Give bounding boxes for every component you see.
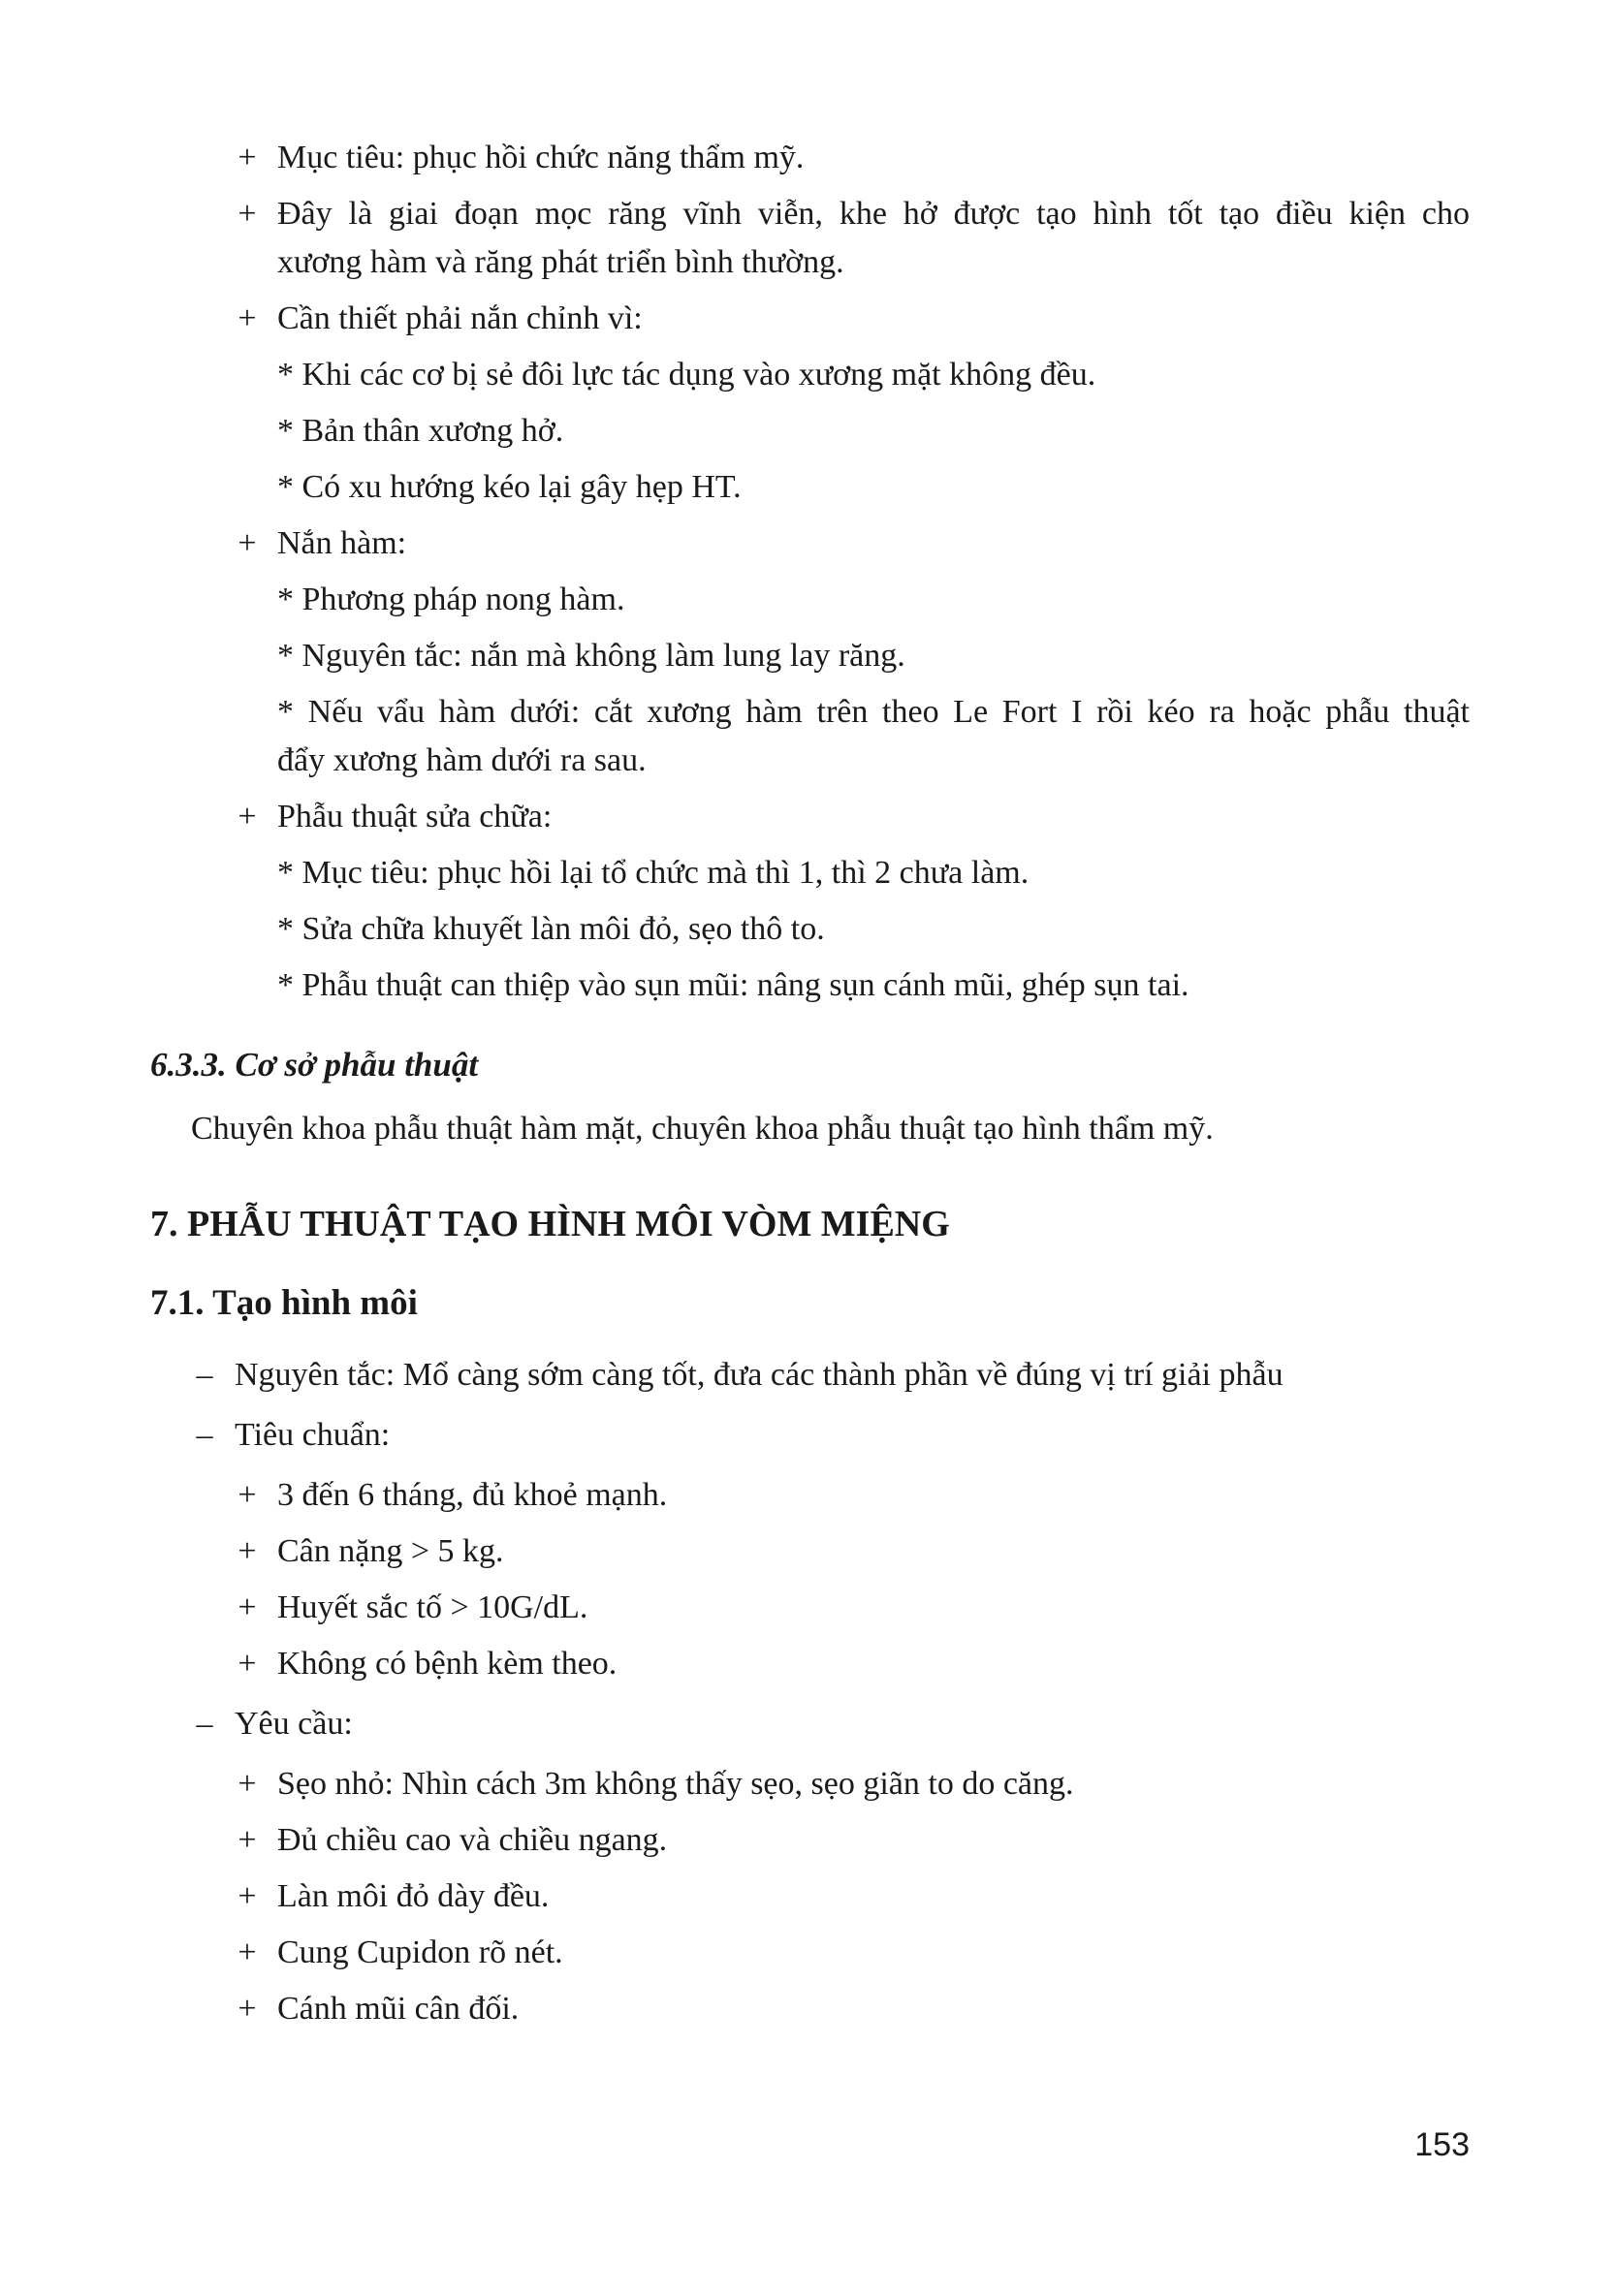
plus-marker: + bbox=[238, 1822, 257, 1858]
chapter-heading: 7. PHẪU THUẬT TẠO HÌNH MÔI VÒM MIỆNG bbox=[150, 1204, 950, 1244]
section-heading: 6.3.3. Cơ sở phẫu thuật bbox=[150, 1046, 479, 1084]
plus-marker: + bbox=[238, 1589, 257, 1625]
dash-marker: – bbox=[196, 1706, 213, 1742]
plus-marker: + bbox=[238, 1646, 257, 1682]
plus-marker: + bbox=[238, 1991, 257, 2027]
page-number: 153 bbox=[1414, 2126, 1470, 2163]
section-heading: 7.1. Tạo hình môi bbox=[150, 1283, 418, 1323]
paragraph: Chuyên khoa phẫu thuật hàm mặt, chuyên khoa phẫu thuật tạo hình thẩm mỹ. bbox=[191, 1111, 1214, 1147]
plus-marker: + bbox=[238, 1878, 257, 1914]
plus-marker: + bbox=[238, 799, 257, 834]
plus-marker: + bbox=[238, 1766, 257, 1802]
plus-marker: + bbox=[238, 1477, 257, 1513]
document-page: + Mục tiêu: phục hồi chức năng thẩm mỹ. + Đây là giai đoạn mọc răng vĩnh viễn, khe hở được tạo hình tốt tạo điều kiện cho xương hàm và răng phát triển bình thường. + Cần thiết phải nắn chỉnh vì: * Khi các cơ bị sẻ đôi lực tác dụng vào xương mặt không đều. * Bản thân xương hở. * Có xu hướng kéo lại gây hẹp HT. + Nắn hàm: * Phương pháp nong hàm. * Nguyên tắc: nắn mà không làm lung lay răng. * Nếu vẩu hàm dưới: cắt xương hàm trên theo Le Fort I rồi kéo ra hoặc phẫu thuật đẩy xương hàm dưới ra sau. + Phẫu thuật sửa chữa: * Mục tiêu: phục hồi lại tổ chức mà thì 1, thì 2 chưa làm. * Sửa chữa khuyết làn môi đỏ, sẹo thô to. * Phẫu thuật can thiệp vào sụn mũi: nâng sụn cánh mũi, ghép sụn tai. 6.3.3. Cơ sở phẫu thuật Chuyên khoa phẫu thuật hàm mặt, chuyên khoa phẫu thuật tạo hình thẩm mỹ. 7. PHẪU THUẬT TẠO HÌNH MÔI VÒM MIỆNG 7.1. Tạo hình môi – Nguyên tắc: Mổ càng sớm càng tốt, đưa các thành phần về đúng vị trí giải phẫu – Tiêu chuẩn: + 3 đến 6 tháng, đủ khoẻ mạnh. + Cân nặng > 5 kg. + Huyết sắc tố > 10G/dL. + Không có bệnh kèm theo. – Yêu cầu: + Sẹo nhỏ: Nhìn cách 3m không thấy sẹo, sẹo giãn to do căng. + Đủ chiều cao và chiều ngang. + Làn môi đỏ dày đều. + Cung Cupidon rõ nét. + Cánh mũi cân đối. 153 bbox=[0, 0, 1616, 2296]
dash-marker: – bbox=[196, 1417, 213, 1453]
plus-marker: + bbox=[238, 196, 257, 232]
plus-marker: + bbox=[238, 300, 257, 336]
plus-marker: + bbox=[238, 1533, 257, 1569]
plus-marker: + bbox=[238, 140, 257, 175]
dash-marker: – bbox=[196, 1357, 213, 1393]
plus-marker: + bbox=[238, 1934, 257, 1970]
plus-marker: + bbox=[238, 525, 257, 561]
